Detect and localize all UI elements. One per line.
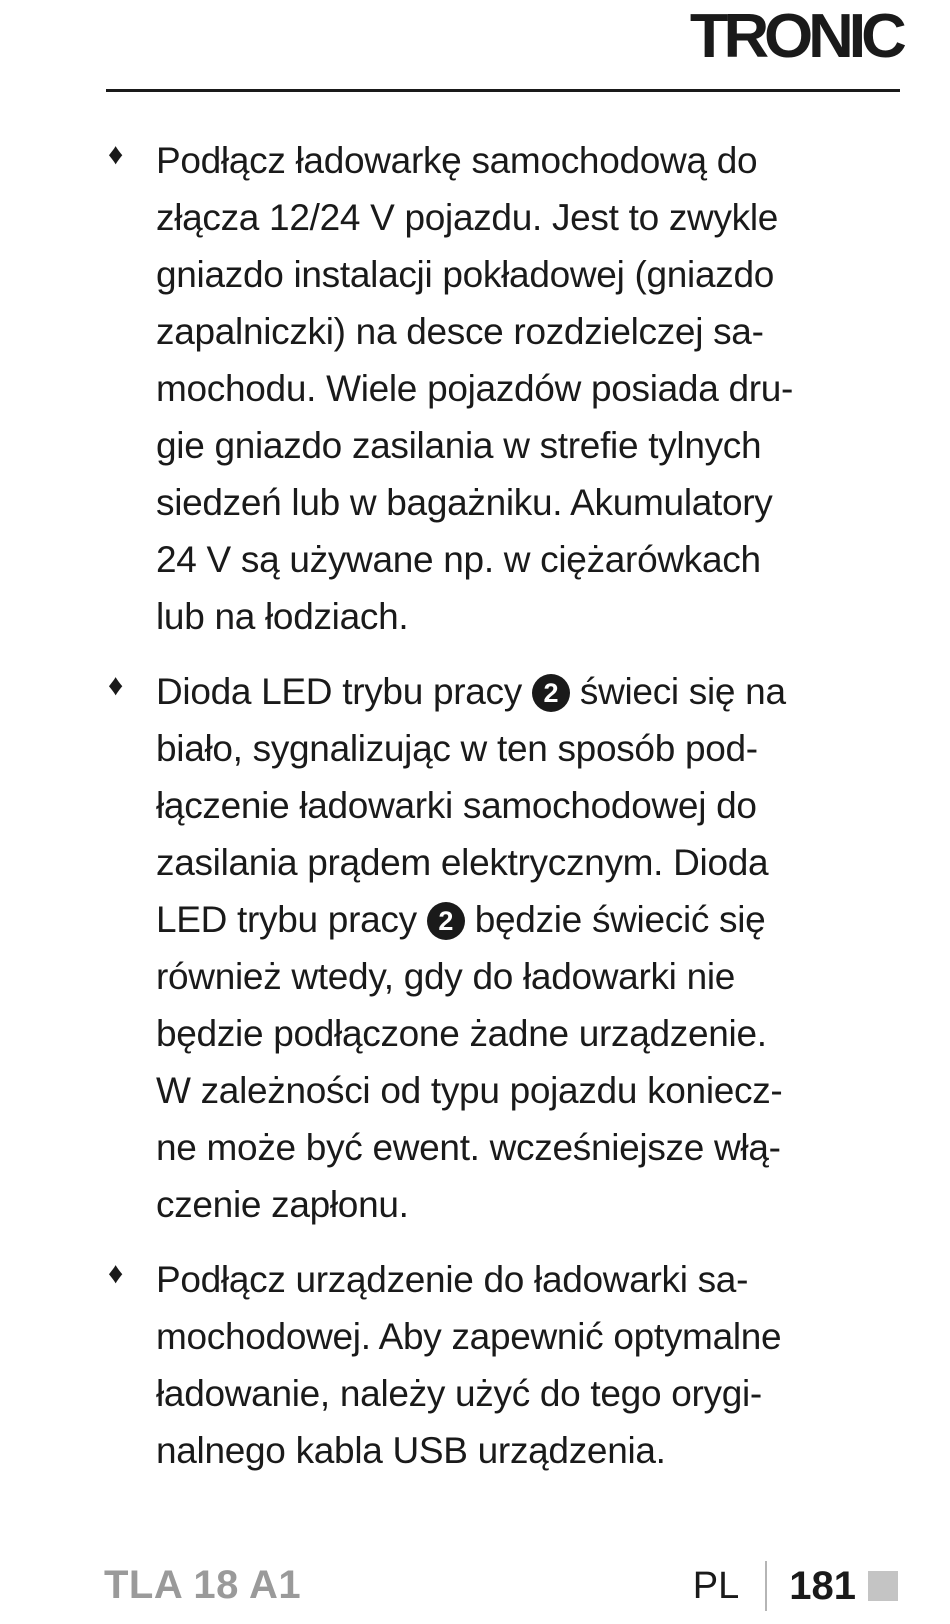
text-segment: Dioda LED trybu pracy — [156, 671, 532, 712]
page-number: 181 — [789, 1564, 856, 1608]
text-line: mochodowej. Aby zapewnić optymalne — [156, 1316, 782, 1357]
reference-number-badge: 2 — [532, 674, 570, 712]
text-line: łączenie ładowarki samochodowej do — [156, 785, 757, 826]
text-line: złącza 12/24 V pojazdu. Jest to zwykle — [156, 197, 779, 238]
header-rule — [106, 89, 900, 92]
text-line: zasilania prądem elektrycznym. Dioda — [156, 842, 769, 883]
page-footer — [693, 1558, 898, 1614]
text-line: czenie zapłonu. — [156, 1184, 409, 1225]
text-line: lub na łodziach. — [156, 596, 409, 637]
reference-number-badge: 2 — [427, 902, 465, 940]
diamond-bullet-icon: ♦ — [108, 138, 124, 171]
square-marker-icon — [868, 1571, 898, 1601]
text-line: ne może być ewent. wcześniejsze włą- — [156, 1127, 781, 1168]
text-line: Podłącz ładowarkę samochodową do — [156, 140, 758, 181]
text-line: gie gniazdo zasilania w strefie tylnych — [156, 425, 762, 466]
text-line: Podłącz urządzenie do ładowarki sa- — [156, 1259, 749, 1300]
text-line: 24 V są używane np. w ciężarówkach — [156, 539, 761, 580]
text-line: zapalniczki) na desce rozdzielczej sa- — [156, 311, 764, 352]
bullet-item — [108, 1251, 908, 1479]
text-segment: będzie świecić się — [464, 899, 766, 940]
text-line: nalnego kabla USB urządzenia. — [156, 1430, 666, 1471]
text-line: siedzeń lub w bagażniku. Akumulatory — [156, 482, 773, 523]
text-line: mochodu. Wiele pojazdów posiada dru- — [156, 368, 794, 409]
text-line: gniazdo instalacji pokładowej (gniazdo — [156, 254, 774, 295]
text-line: biało, sygnalizując w ten sposób pod- — [156, 728, 758, 769]
text-line — [156, 663, 908, 720]
text-line: ładowanie, należy użyć do tego orygi- — [156, 1373, 762, 1414]
text-segment: świeci się na — [569, 671, 786, 712]
bullet-item — [108, 132, 908, 645]
text-line: również wtedy, gdy do ładowarki nie — [156, 956, 736, 997]
text-line: W zależności od typu pojazdu koniecz- — [156, 1070, 783, 1111]
instruction-list — [108, 132, 908, 1497]
footer-divider — [765, 1561, 767, 1611]
diamond-bullet-icon: ♦ — [108, 669, 124, 702]
text-line — [156, 891, 908, 948]
text-segment: LED trybu pracy — [156, 899, 427, 940]
text-line: będzie podłączone żadne urządzenie. — [156, 1013, 767, 1054]
bullet-item — [108, 663, 908, 1233]
diamond-bullet-icon: ♦ — [108, 1257, 124, 1290]
brand-logo: TRONIC — [690, 2, 903, 71]
language-code: PL — [692, 1565, 740, 1607]
model-number: TLA 18 A1 — [104, 1563, 302, 1607]
